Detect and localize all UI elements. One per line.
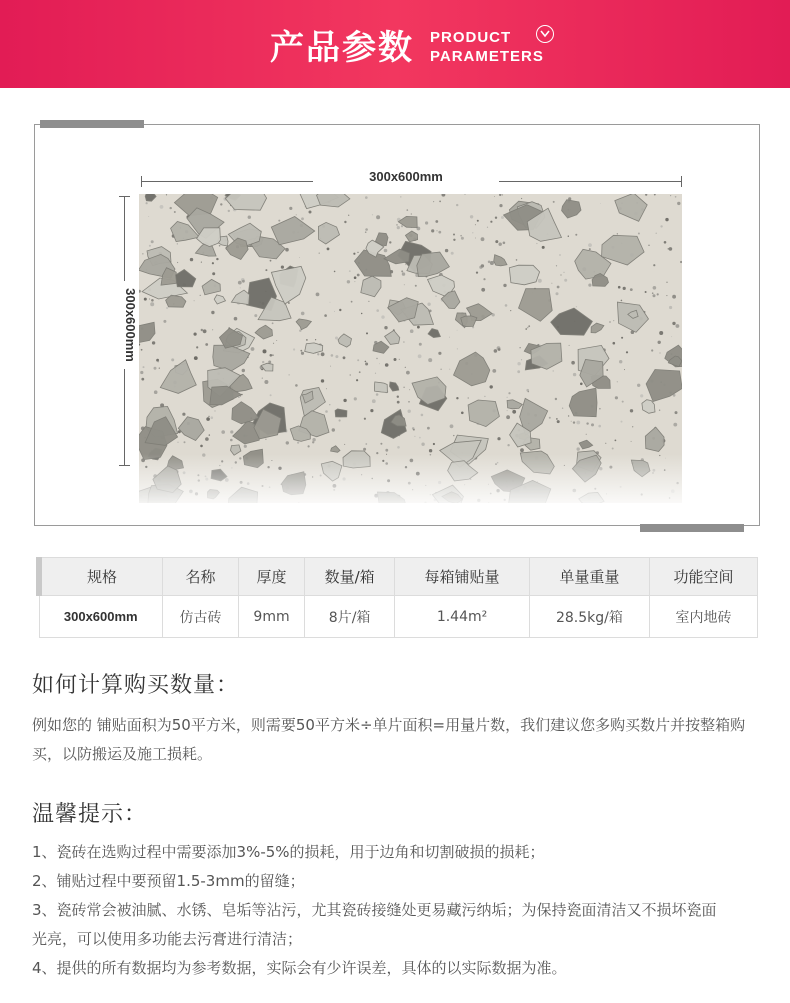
tip-item: 1、瓷砖在选购过程中需要添加3%-5%的损耗，用于边角和切割破损的损耗； [32, 843, 545, 861]
title-en-line2: PARAMETERS [430, 48, 544, 65]
header-name: 名称 [163, 558, 239, 596]
table-header-row [39, 558, 758, 596]
spec-table [36, 557, 758, 638]
tile-image [139, 194, 682, 503]
header-space: 功能空间 [649, 558, 757, 596]
cell-thickness: 9mm [239, 596, 305, 638]
page-title: 产品参数 [270, 28, 414, 68]
header-banner [0, 0, 790, 88]
tip-item: 3、瓷砖常会被油腻、水锈、皂垢等沾污，尤其瓷砖接缝处更易藏污纳垢；为保持瓷面清洁又不损坏瓷面光亮，可以使用多功能去污膏进行清洁； [32, 901, 717, 948]
width-label: 300x600mm [313, 169, 499, 184]
cell-space: 室内地砖 [649, 596, 757, 638]
header-quantity: 数量/箱 [304, 558, 394, 596]
cell-name: 仿古砖 [163, 596, 239, 638]
chevron-down-icon [536, 25, 554, 43]
height-label: 300x600mm [120, 281, 138, 369]
header-spec: 规格 [39, 558, 163, 596]
cell-spec: 300x600mm [39, 596, 163, 638]
page-title-english [430, 28, 544, 66]
tips-heading: 温馨提示： [32, 802, 148, 827]
table-row [39, 596, 758, 638]
width-dimension [141, 169, 682, 186]
calc-heading: 如何计算购买数量： [32, 673, 240, 698]
frame-accent-top [40, 120, 144, 128]
header-weight: 单量重量 [529, 558, 649, 596]
height-dimension [121, 196, 138, 466]
tip-item: 4、提供的所有数据均为参考数据，实际会有少许误差，具体的以实际数据为准。 [32, 959, 567, 977]
header-thickness: 厚度 [239, 558, 305, 596]
header-coverage: 每箱铺贴量 [395, 558, 530, 596]
cell-weight: 28.5kg/箱 [529, 596, 649, 638]
cell-quantity: 8片/箱 [304, 596, 394, 638]
frame-accent-bottom [640, 524, 744, 532]
calc-text: 例如您的 铺贴面积为50平方米，则需要50平方米÷单片面积=用量片数，我们建议您多购买数片并按整箱购买，以防搬运及施工损耗。 [32, 716, 746, 763]
tips-list [32, 838, 722, 983]
tip-item: 2、铺贴过程中要预留1.5-3mm的留缝； [32, 872, 305, 890]
title-en-line1: PRODUCT [430, 29, 512, 46]
cell-coverage: 1.44m² [395, 596, 530, 638]
